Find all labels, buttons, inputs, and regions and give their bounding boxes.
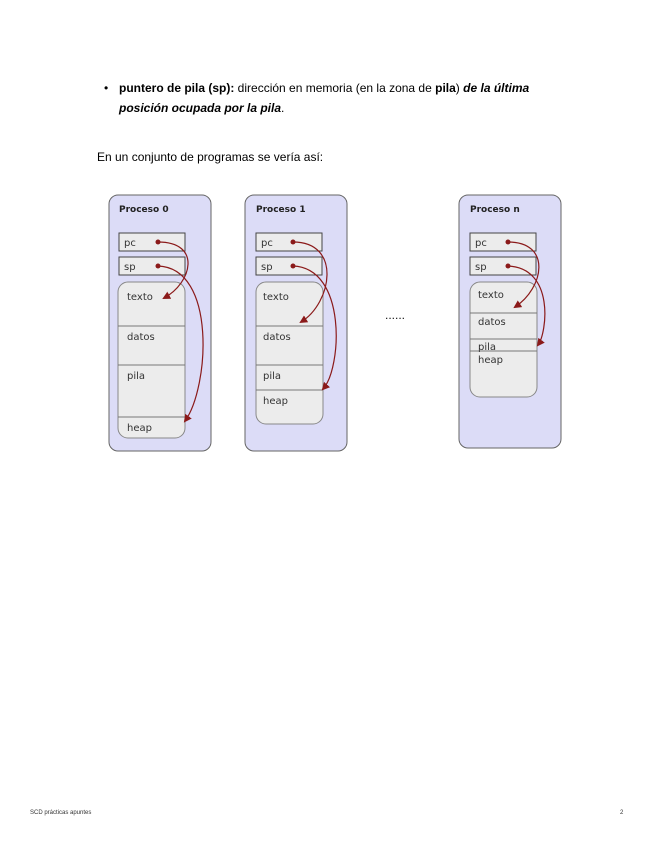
process-0-sp-label: sp (124, 262, 136, 273)
process-diagram (97, 183, 577, 479)
process-diagram-svg (97, 183, 577, 479)
process-0-heap: heap (127, 423, 152, 434)
bullet-text-2: ) (455, 81, 464, 95)
process-1-pc-label: pc (261, 238, 273, 249)
process-0-datos: datos (127, 332, 155, 343)
process-n-title: Proceso n (470, 205, 520, 215)
process-n-texto: texto (478, 290, 504, 301)
intro-text: En un conjunto de programas se vería así: (97, 150, 324, 164)
bullet-dot: • (104, 81, 109, 95)
process-0-pila: pila (127, 371, 146, 382)
footer-title: SCD prácticas apuntes (30, 810, 92, 816)
bullet-term: puntero de pila (sp): (119, 81, 235, 95)
process-1-datos: datos (263, 332, 291, 343)
bullet-emphasis: de la última posición ocupada por la pila (119, 81, 530, 115)
process-1 (245, 195, 347, 451)
process-n-datos: datos (478, 317, 506, 328)
process-0-pc-label: pc (124, 238, 136, 249)
process-0-title: Proceso 0 (119, 205, 169, 215)
bullet-item (104, 78, 574, 118)
process-1-texto: texto (263, 292, 289, 303)
bullet-text-1: dirección en memoria (en la zona de (234, 81, 436, 95)
process-0 (109, 195, 211, 451)
process-1-heap: heap (263, 396, 288, 407)
process-0-texto: texto (127, 292, 153, 303)
process-n-pila: pila (478, 342, 497, 353)
process-n (459, 195, 561, 448)
process-n-sp-label: sp (475, 262, 487, 273)
process-0-memory (118, 282, 185, 438)
bullet-end: . (281, 101, 285, 115)
process-n-pc-label: pc (475, 238, 487, 249)
process-1-sp-label: sp (261, 262, 273, 273)
page-number: 2 (620, 810, 624, 816)
ellipsis: ...... (385, 308, 406, 322)
process-1-title: Proceso 1 (256, 205, 306, 215)
bullet-text (119, 78, 574, 118)
process-n-heap: heap (478, 355, 503, 366)
process-1-pila: pila (263, 371, 282, 382)
bullet-pila-word: pila (435, 81, 456, 95)
